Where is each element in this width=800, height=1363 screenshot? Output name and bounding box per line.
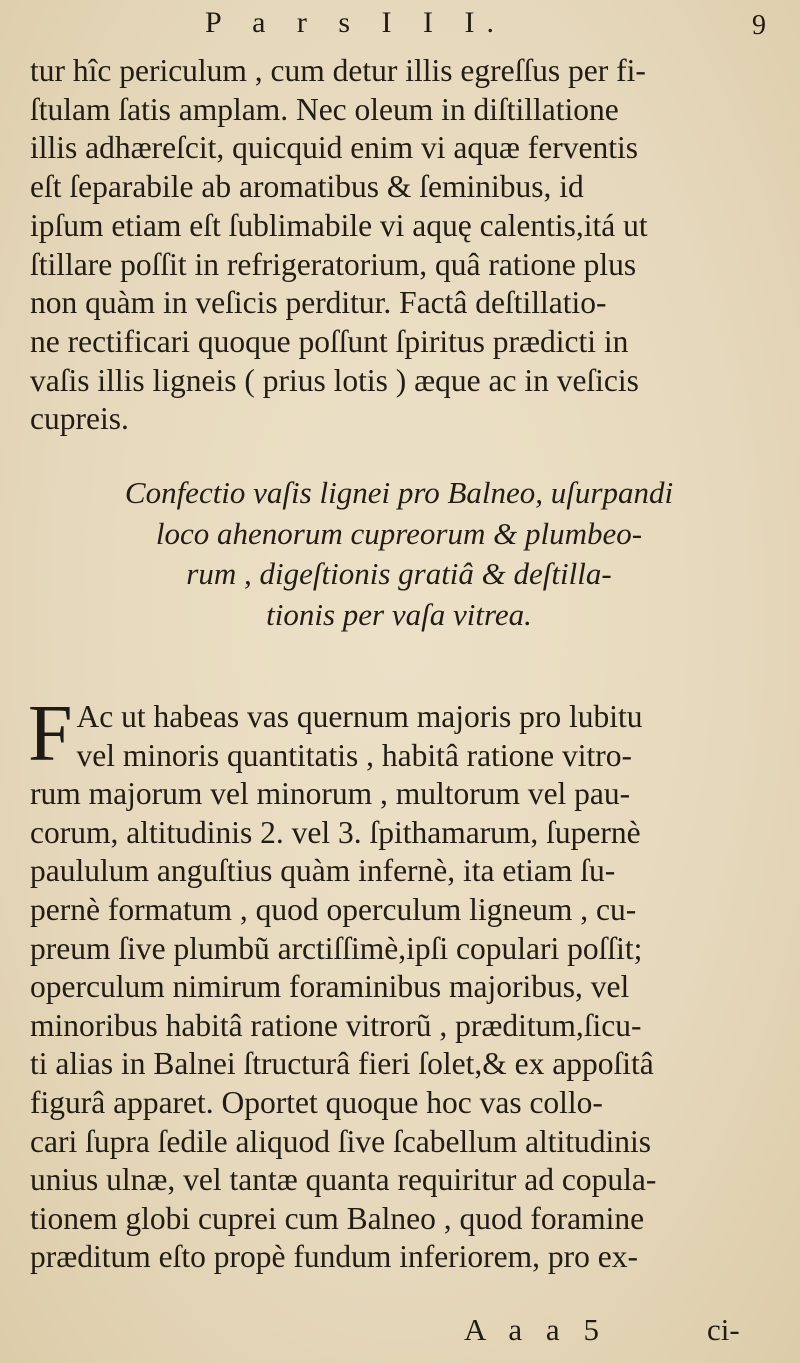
drop-cap: F xyxy=(28,690,73,778)
page-header xyxy=(0,2,800,52)
section-title xyxy=(34,473,764,635)
text-line: paululum anguſtius quàm infernè, ita etiam ſu- xyxy=(30,853,616,889)
text-line: ne rectificari quoque poſſunt ſpiritus prædicti in xyxy=(30,323,629,359)
title-line: tionis per vaſa vitrea. xyxy=(266,596,532,632)
text-line: operculum nimirum foraminibus majoribus, vel xyxy=(30,969,630,1005)
text-line: tionem globi cuprei cum Balneo , quod foramine xyxy=(30,1200,645,1236)
text-line: minoribus habitâ ratione vitrorũ , præditum,ſicu- xyxy=(30,1007,642,1043)
text-line: unius ulnæ, vel tantæ quanta requiritur ad copula- xyxy=(30,1162,657,1198)
title-line: Confectio vaſis lignei pro Balneo, uſurpandi xyxy=(124,475,674,510)
running-head: P a r s I I I. xyxy=(205,6,507,39)
text-line: rum majorum vel minorum , multorum vel pau- xyxy=(30,776,631,812)
text-line: vaſis illis ligneis ( prius lotis ) æque ac in veſicis xyxy=(30,362,639,398)
text-line: cari ſupra ſedile aliquod ſive ſcabellum altitudinis xyxy=(30,1123,652,1159)
signature-mark: A a a 5 xyxy=(464,1312,607,1347)
paragraph-2 xyxy=(28,690,790,1277)
text-line: vel minoris quantitatis , habitâ ratione vitro- xyxy=(76,737,632,773)
text-line: illis adhæreſcit, quicquid enim vi aquæ ferventis xyxy=(30,130,639,166)
text-line: pernè formatum , quod operculum ligneum , cu- xyxy=(30,891,637,927)
title-line: rum , digeſtionis gratiâ & deſtilla- xyxy=(186,556,612,591)
text-line: preum ſive plumbũ arctiſſimè,ipſi copulari poſſit; xyxy=(30,930,643,966)
page-footer xyxy=(0,1312,800,1352)
text-line: præditum eſto propè fundum inferiorem, pro ex- xyxy=(30,1239,638,1275)
text-line: tur hîc periculum , cum detur illis egreſſus per fi- xyxy=(30,53,646,88)
text-line: non quàm in veſicis perditur. Factâ deſtillatio- xyxy=(30,285,607,321)
text-line: Ac ut habeas vas quernum majoris pro lubitu xyxy=(76,699,643,734)
title-line: loco ahenorum cupreorum & plumbeo- xyxy=(155,515,643,551)
text-line: ti alias in Balnei ſtructurâ fieri ſolet,& ex appoſitâ xyxy=(30,1046,654,1082)
text-line: ſtillare poſſit in refrigeratorium, quâ ratione plus xyxy=(30,246,637,282)
text-line: ſtulam ſatis amplam. Nec oleum in diſtillatione xyxy=(30,91,619,127)
text-line: figurâ apparet. Oportet quoque hoc vas collo- xyxy=(30,1084,603,1120)
paragraph-1 xyxy=(30,52,790,439)
paragraph-2-body xyxy=(30,775,790,1277)
text-line: eſt ſeparabile ab aromatibus & ſeminibus, id xyxy=(30,169,584,205)
text-line: ipſum etiam eſt ſublimabile vi aquę calentis,itá ut xyxy=(30,207,648,243)
text-line: corum, altitudinis 2. vel 3. ſpithamarum, ſupernè xyxy=(30,814,641,850)
page-number: 9 xyxy=(752,10,766,41)
catchword: ci- xyxy=(707,1312,740,1347)
text-line: cupreis. xyxy=(30,401,129,437)
